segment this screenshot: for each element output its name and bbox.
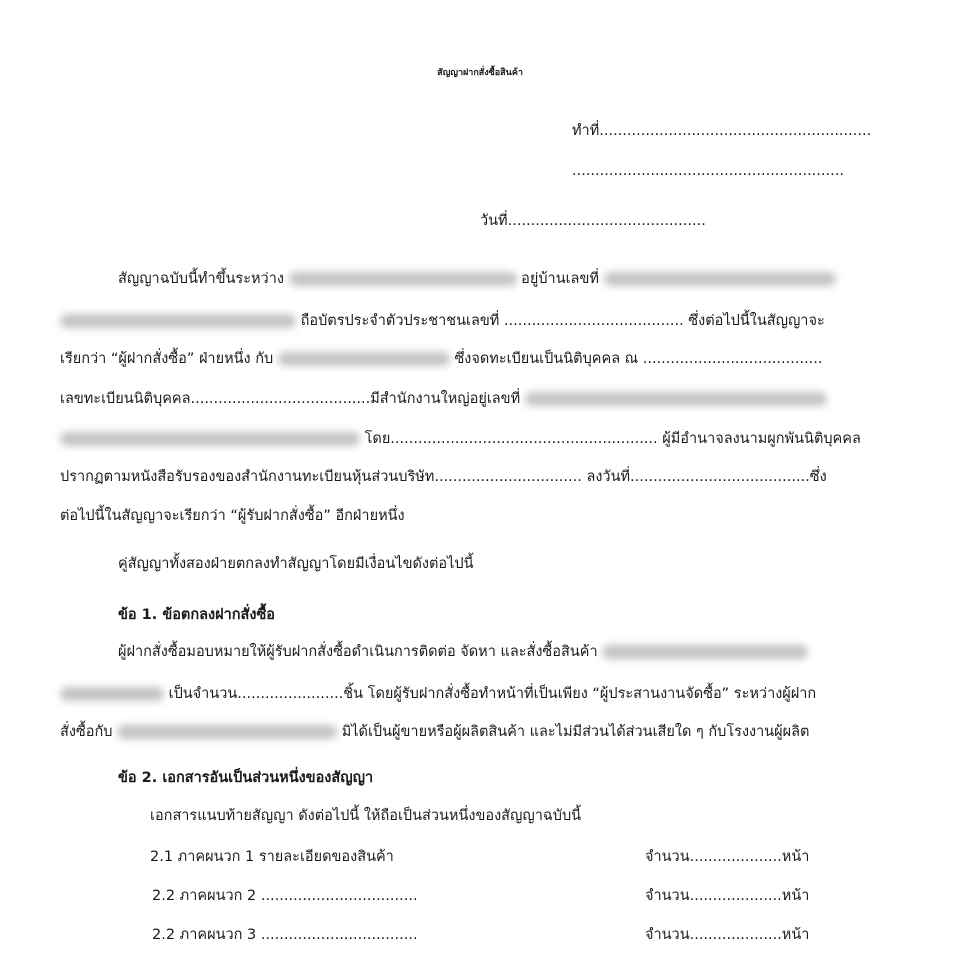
p1-line3-text-a: เรียกว่า “ผู้ฝากสั่งซื้อ” ฝ่ายหนึ่ง กับ bbox=[60, 351, 274, 367]
s1-line3-text-a: สั่งซื้อกับ bbox=[60, 724, 113, 740]
made-at-line-2: ........................................................... bbox=[572, 163, 844, 179]
p1-line5 bbox=[60, 428, 861, 450]
redacted-factory bbox=[117, 725, 337, 739]
redacted-name bbox=[289, 272, 517, 286]
p1-line1-text-a: สัญญาฉบับนี้ทำขึ้นระหว่าง bbox=[118, 271, 284, 287]
p1-line7: ต่อไปนี้ในสัญญาจะเรียกว่า “ผู้รับฝากสั่งซื้อ” อีกฝ่ายหนึ่ง bbox=[60, 508, 405, 524]
redacted-company bbox=[278, 352, 450, 366]
redacted-product bbox=[602, 645, 808, 659]
date-line: วันที่........................................... bbox=[480, 213, 706, 229]
p1-line2 bbox=[60, 310, 825, 332]
agreement-line: คู่สัญญาทั้งสองฝ่ายตกลงทำสัญญาโดยมีเงื่อนไขดังต่อไปนี้ bbox=[118, 556, 474, 572]
document-title: สัญญาฝากสั่งซื้อสินค้า bbox=[437, 68, 523, 78]
s2-intro: เอกสารแนบท้ายสัญญา ดังต่อไปนี้ ให้ถือเป็นส่วนหนึ่งของสัญญาฉบับนี้ bbox=[150, 808, 582, 824]
appendix-3-pages: จำนวน....................หน้า bbox=[645, 927, 810, 943]
p1-line2-text-b: ซึ่งต่อไปนี้ในสัญญาจะ bbox=[688, 313, 825, 329]
p1-line4 bbox=[60, 388, 827, 410]
p1-line5-text-a: โดย.......................................................... ผู้มีอำนาจลงนามผูกพันนิติบุคคล bbox=[364, 431, 861, 447]
section-1-heading: ข้อ 1. ข้อตกลงฝากสั่งซื้อ bbox=[118, 607, 275, 623]
s1-line3-text-b: มิได้เป็นผู้ขายหรือผู้ผลิตสินค้า และไม่มีส่วนได้ส่วนเสียใด ๆ กับโรงงานผู้ผลิต bbox=[341, 724, 810, 740]
redacted-product-cont bbox=[60, 687, 164, 701]
made-at-line-1: ทำที่........................................................... bbox=[572, 123, 872, 139]
p1-line1 bbox=[118, 268, 836, 290]
appendix-1-pages: จำนวน....................หน้า bbox=[645, 849, 810, 865]
appendix-2-pages: จำนวน....................หน้า bbox=[645, 888, 810, 904]
s1-line1-text: ผู้ฝากสั่งซื้อมอบหมายให้ผู้รับฝากสั่งซื้อดำเนินการติดต่อ จัดหา และสั่งซื้อสินค้า bbox=[118, 644, 598, 660]
s1-line3 bbox=[60, 721, 809, 743]
s1-line2-text: เป็นจำนวน.......................ชิ้น โดยผู้รับฝากสั่งซื้อทำหน้าที่เป็นเพียง “ผู้ประสานงานจัดซื้อ” ระหว่างผู้ฝาก bbox=[168, 686, 817, 702]
s1-line1 bbox=[118, 641, 808, 663]
redacted-address-cont bbox=[60, 314, 296, 328]
p1-line1-text-b: อยู่บ้านเลขที่ bbox=[521, 271, 599, 287]
p1-line3-text-b: ซึ่งจดทะเบียนเป็นนิติบุคคล ณ ....................................... bbox=[454, 351, 823, 367]
appendix-2-label: 2.2 ภาคผนวก 2 .................................. bbox=[152, 888, 418, 904]
p1-line6: ปรากฏตามหนังสือรับรองของสำนักงานทะเบียนหุ้นส่วนบริษัท................................ ลงวันที่.......................................ซึ่ง bbox=[60, 469, 827, 485]
redacted-address bbox=[604, 272, 836, 286]
redacted-hq-address bbox=[525, 392, 827, 406]
s1-line2 bbox=[60, 683, 816, 705]
appendix-1-label: 2.1 ภาคผนวก 1 รายละเอียดของสินค้า bbox=[150, 849, 394, 865]
appendix-3-label: 2.2 ภาคผนวก 3 .................................. bbox=[152, 927, 418, 943]
p1-line3 bbox=[60, 348, 823, 370]
p1-line4-text-a: เลขทะเบียนนิติบุคคล.......................................มีสำนักงานใหญ่อยู่เลขที่ bbox=[60, 391, 521, 407]
section-2-heading: ข้อ 2. เอกสารอันเป็นส่วนหนึ่งของสัญญา bbox=[118, 770, 374, 786]
p1-line2-text-a: ถือบัตรประจำตัวประชาชนเลขที่ ....................................... bbox=[300, 313, 684, 329]
redacted-hq-address-cont bbox=[60, 432, 360, 446]
